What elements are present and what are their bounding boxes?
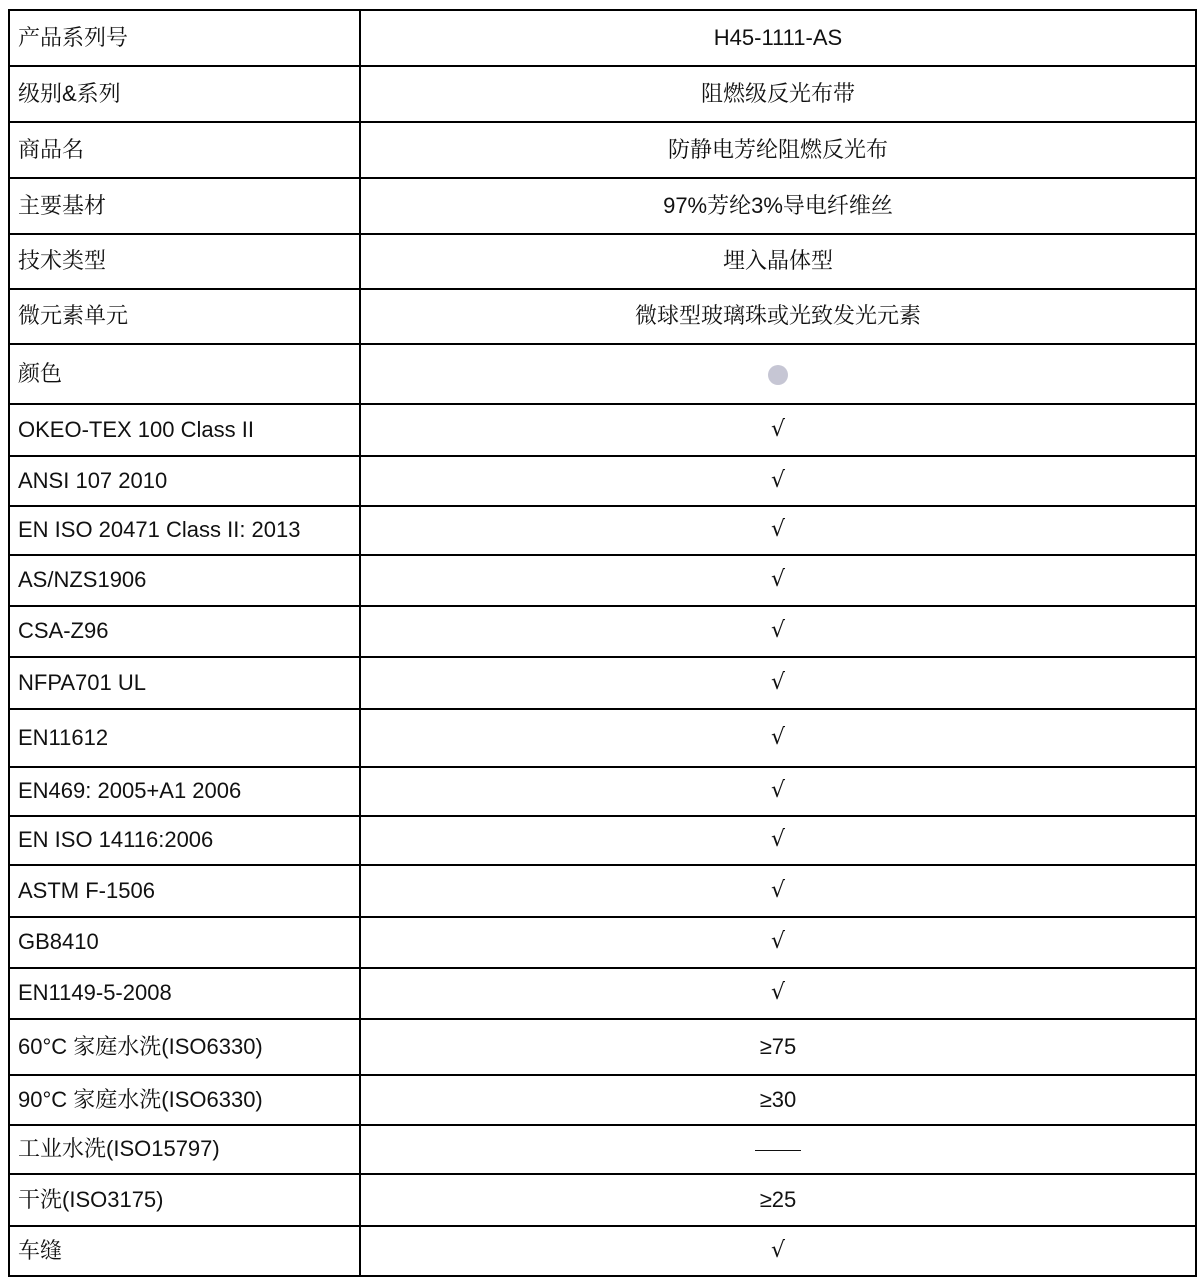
- row-label: 颜色: [9, 344, 360, 404]
- row-label: 产品系列号: [9, 10, 360, 66]
- check-mark: √: [360, 456, 1196, 506]
- row-label: 车缝: [9, 1226, 360, 1276]
- check-mark: √: [360, 709, 1196, 767]
- row-value: 阻燃级反光布带: [360, 66, 1196, 122]
- row-value-dash: [360, 1125, 1196, 1174]
- check-mark: √: [360, 404, 1196, 456]
- row-label: EN1149-5-2008: [9, 968, 360, 1019]
- table-row: [9, 1174, 1196, 1226]
- table-row: [9, 506, 1196, 555]
- check-mark: √: [360, 1226, 1196, 1276]
- table-row: [9, 1125, 1196, 1174]
- row-label: EN469: 2005+A1 2006: [9, 767, 360, 816]
- check-mark: √: [360, 606, 1196, 657]
- row-value: ≥30: [360, 1075, 1196, 1125]
- table-row: [9, 10, 1196, 66]
- table-row: [9, 344, 1196, 404]
- table-row: [9, 657, 1196, 709]
- row-label: ANSI 107 2010: [9, 456, 360, 506]
- table-row: [9, 865, 1196, 917]
- table-row: [9, 122, 1196, 178]
- table-row: [9, 178, 1196, 234]
- table-row: [9, 234, 1196, 289]
- row-label: 级别&系列: [9, 66, 360, 122]
- row-label: EN ISO 14116:2006: [9, 816, 360, 865]
- row-label: GB8410: [9, 917, 360, 968]
- row-label: EN11612: [9, 709, 360, 767]
- table-row: [9, 606, 1196, 657]
- row-value: ≥25: [360, 1174, 1196, 1226]
- table-row: [9, 816, 1196, 865]
- row-label: 主要基材: [9, 178, 360, 234]
- table-row: [9, 555, 1196, 606]
- row-label: 工业水洗(ISO15797): [9, 1125, 360, 1174]
- row-label: 60°C 家庭水洗(ISO6330): [9, 1019, 360, 1075]
- row-label: AS/NZS1906: [9, 555, 360, 606]
- check-mark: √: [360, 767, 1196, 816]
- table-row: [9, 709, 1196, 767]
- row-label: 微元素单元: [9, 289, 360, 344]
- table-row: [9, 456, 1196, 506]
- row-value: 微球型玻璃珠或光致发光元素: [360, 289, 1196, 344]
- check-mark: √: [360, 865, 1196, 917]
- table-row: [9, 1075, 1196, 1125]
- check-mark: √: [360, 506, 1196, 555]
- table-row: [9, 1226, 1196, 1276]
- row-value: 埋入晶体型: [360, 234, 1196, 289]
- row-label: 技术类型: [9, 234, 360, 289]
- check-mark: √: [360, 555, 1196, 606]
- row-value: ≥75: [360, 1019, 1196, 1075]
- row-label: 商品名: [9, 122, 360, 178]
- dash-mark: [755, 1150, 801, 1151]
- spec-table: [8, 9, 1197, 1277]
- table-row: [9, 968, 1196, 1019]
- row-label: OKEO-TEX 100 Class II: [9, 404, 360, 456]
- row-label: 90°C 家庭水洗(ISO6330): [9, 1075, 360, 1125]
- row-label: NFPA701 UL: [9, 657, 360, 709]
- row-value: H45-1111-AS: [360, 10, 1196, 66]
- table-row: [9, 1019, 1196, 1075]
- row-label: ASTM F-1506: [9, 865, 360, 917]
- table-row: [9, 289, 1196, 344]
- color-value: [360, 344, 1196, 404]
- table-row: [9, 66, 1196, 122]
- row-label: CSA-Z96: [9, 606, 360, 657]
- row-label: 干洗(ISO3175): [9, 1174, 360, 1226]
- check-mark: √: [360, 917, 1196, 968]
- row-value: 防静电芳纶阻燃反光布: [360, 122, 1196, 178]
- check-mark: √: [360, 968, 1196, 1019]
- check-mark: √: [360, 816, 1196, 865]
- table-row: [9, 404, 1196, 456]
- color-swatch: [768, 365, 788, 385]
- row-label: EN ISO 20471 Class II: 2013: [9, 506, 360, 555]
- table-row: [9, 767, 1196, 816]
- table-row: [9, 917, 1196, 968]
- check-mark: √: [360, 657, 1196, 709]
- row-value: 97%芳纶3%导电纤维丝: [360, 178, 1196, 234]
